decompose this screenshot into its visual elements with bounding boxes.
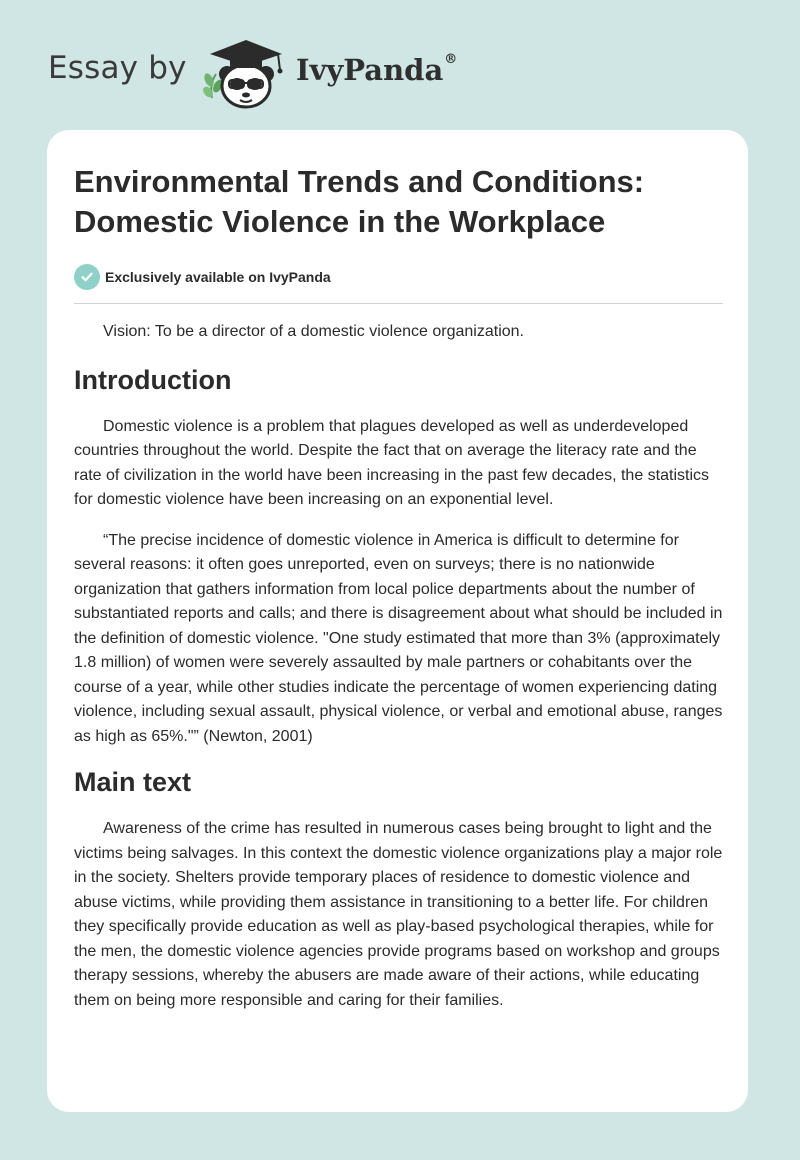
check-circle-icon xyxy=(74,264,100,290)
panda-icon xyxy=(219,65,274,107)
exclusive-badge xyxy=(74,264,331,290)
brand-name[interactable]: IvyPanda® xyxy=(296,52,458,87)
section-heading-main-text: Main text xyxy=(74,767,192,797)
registered-mark: ® xyxy=(444,52,458,68)
vision-statement: Vision: To be a director of a domestic violence organization. xyxy=(103,323,524,340)
ivypanda-logo-icon[interactable] xyxy=(200,36,292,110)
site-header xyxy=(0,0,800,130)
essay-card xyxy=(47,130,748,1112)
paragraph: Awareness of the crime has resulted in numerous cases being brought to light and the victims being salvages. In this context the domestic violence organizations play a major role in the society. Shelters provide temporary places of residence to domestic violence and abuse victims, while providing them assistance in transitioning to a better life. For children they specifically provide education as well as play-based psychological therapies, while for the men, the domestic violence agencies provide programs based on workshop and groups therapy sessions, whereby the abusers are made aware of their actions, while educating them on being more responsible and caring for their families. xyxy=(74,820,723,1009)
paragraph: Domestic violence is a problem that plagues developed as well as underdeveloped countries throughout the world. Despite the fact that on average the literacy rate and the rate of civilization in the world have been increasing in the past few decades, the statistics for domestic violence have been increasing on an exponential level. xyxy=(74,417,710,508)
paragraph: “The precise incidence of domestic violence in America is difficult to determine for several reasons: it often goes unreported, even on surveys; there is no nationwide organization that gathers information from local police departments about the number of substantiated reports and calls; and there is disagreement about what should be included in the definition of domestic violence. "One study estimated that more than 3% (approximately 1.8 million) of women were severely assaulted by male partners or cohabitants over the course of a year, while other studies indicate the percentage of women experiencing dating violence, including sexual assault, physical violence, or verbal and emotional abuse, ranges as high as 65%."” (Newton, 2001) xyxy=(74,531,723,745)
section-heading-introduction: Introduction xyxy=(74,364,232,395)
essay-by-label: Essay by xyxy=(48,50,187,86)
page-title: Environmental Trends and Conditions: Domestic Violence in the Workplace xyxy=(74,164,645,239)
essay-body xyxy=(74,320,726,1029)
divider xyxy=(74,303,723,304)
exclusive-label: Exclusively available on IvyPanda xyxy=(105,269,331,285)
